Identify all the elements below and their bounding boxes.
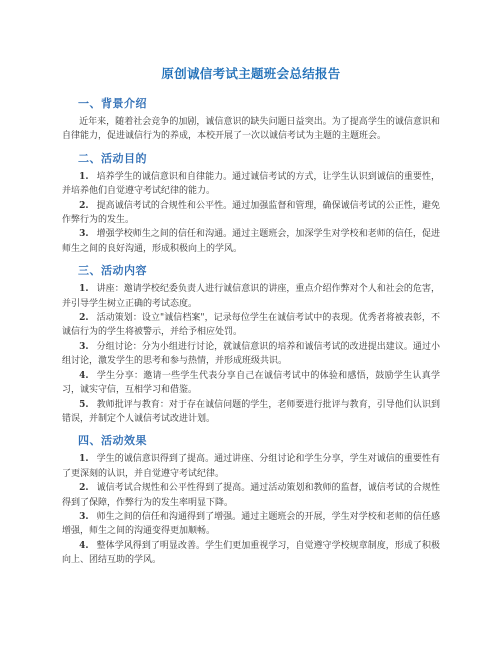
list-item-number: 2. <box>79 483 89 494</box>
list-item <box>62 227 440 256</box>
list-item-number: 4. <box>79 540 89 551</box>
list-item <box>62 539 440 568</box>
list-item-number: 1. <box>79 171 89 182</box>
list-item <box>62 510 440 539</box>
list-item-text: 分组讨论：分为小组进行讨论，就诚信意识的培养和诚信考试的改进提出建议。通过小组讨论，激发学生的思考和参与热情，并形成班级共识。 <box>62 341 440 367</box>
list-item-number: 1. <box>79 284 89 295</box>
section-heading: 二、活动目的 <box>78 151 147 165</box>
list-item-text: 师生之间的信任和沟通得到了增强。通过主题班会的开展，学生对学校和老师的信任感增强，师生之间的沟通变得更加顺畅。 <box>62 511 440 537</box>
list-item-number: 2. <box>79 313 89 324</box>
list-item-text: 讲座：邀请学校纪委负责人进行诚信意识的讲座，重点介绍作弊对个人和社会的危害，并引导学生树立正确的考试态度。 <box>62 284 440 309</box>
list-item-text: 教师批评与教育：对于存在诚信问题的学生，老师要进行批评与教育，引导他们认识到错误，并制定个人诚信考试改进计划。 <box>62 399 440 424</box>
list-item <box>62 452 440 481</box>
list-item-text: 整体学风得到了明显改善。学生们更加重视学习，自觉遵守学校规章制度，形成了积极向上、团结互助的学风。 <box>62 540 440 566</box>
list-item-text: 培养学生的诚信意识和自律能力。通过诚信考试的方式，让学生认识到诚信的重要性，并培养他们自觉遵守考试纪律的能力。 <box>62 171 440 197</box>
list-item-number: 1. <box>79 454 89 465</box>
list-item-number: 5. <box>79 399 89 410</box>
list-item <box>62 311 440 340</box>
list-item-text: 活动策划：设立"诚信档案"，记录每位学生在诚信考试中的表现。优秀者将被表彰，不诚信行为的学生将被警示，并给予相应处罚。 <box>62 313 440 338</box>
list-item <box>62 282 440 311</box>
list-item <box>62 340 440 369</box>
list-item-text: 诚信考试合规性和公平性得到了提高。通过活动策划和教师的监督，诚信考试的合规性得到了保障，作弊行为的发生率明显下降。 <box>62 483 440 508</box>
list-item <box>62 199 440 228</box>
section-heading: 一、背景介绍 <box>78 97 147 110</box>
list-item-number: 4. <box>79 370 89 381</box>
effects-list <box>62 452 440 567</box>
section-purpose <box>62 150 440 256</box>
content-list <box>62 282 440 426</box>
list-item <box>62 481 440 510</box>
list-item-number: 3. <box>79 341 89 352</box>
list-item <box>62 369 440 398</box>
section-heading: 三、活动内容 <box>78 264 147 278</box>
list-item-text: 学生的诚信意识得到了提高。通过讲座、分组讨论和学生分享，学生对诚信的重要性有了更深刻的认识，并自觉遵守考试纪律。 <box>62 454 440 479</box>
list-item <box>62 398 440 427</box>
purpose-list <box>62 170 440 256</box>
list-item <box>62 170 440 199</box>
section-content <box>62 262 440 426</box>
background-paragraph: 近年来，随着社会竞争的加剧，诚信意识的缺失问题日益突出。为了提高学生的诚信意识和自律能力，促进诚信行为的养成，本校开展了一次以诚信考试为主题的主题班会。 <box>62 117 440 142</box>
list-item-number: 3. <box>79 229 89 240</box>
document-title: 原创诚信考试主题班会总结报告 <box>161 66 341 81</box>
section-heading: 四、活动效果 <box>78 434 147 448</box>
section-effects <box>62 432 440 567</box>
list-item-number: 3. <box>79 511 89 522</box>
list-item-text: 学生分享：邀请一些学生代表分享自己在诚信考试中的体验和感悟，鼓励学生认真学习，诚实守信，互相学习和借鉴。 <box>62 370 440 396</box>
list-item-text: 增强学校师生之间的信任和沟通。通过主题班会，加深学生对学校和老师的信任，促进师生之间的良好沟通，形成积极向上的学风。 <box>62 229 440 254</box>
list-item-number: 2. <box>79 200 89 211</box>
list-item-text: 提高诚信考试的合规性和公平性。通过加强监督和管理，确保诚信考试的公正性，避免作弊行为的发生。 <box>62 200 440 226</box>
section-background <box>62 95 440 144</box>
